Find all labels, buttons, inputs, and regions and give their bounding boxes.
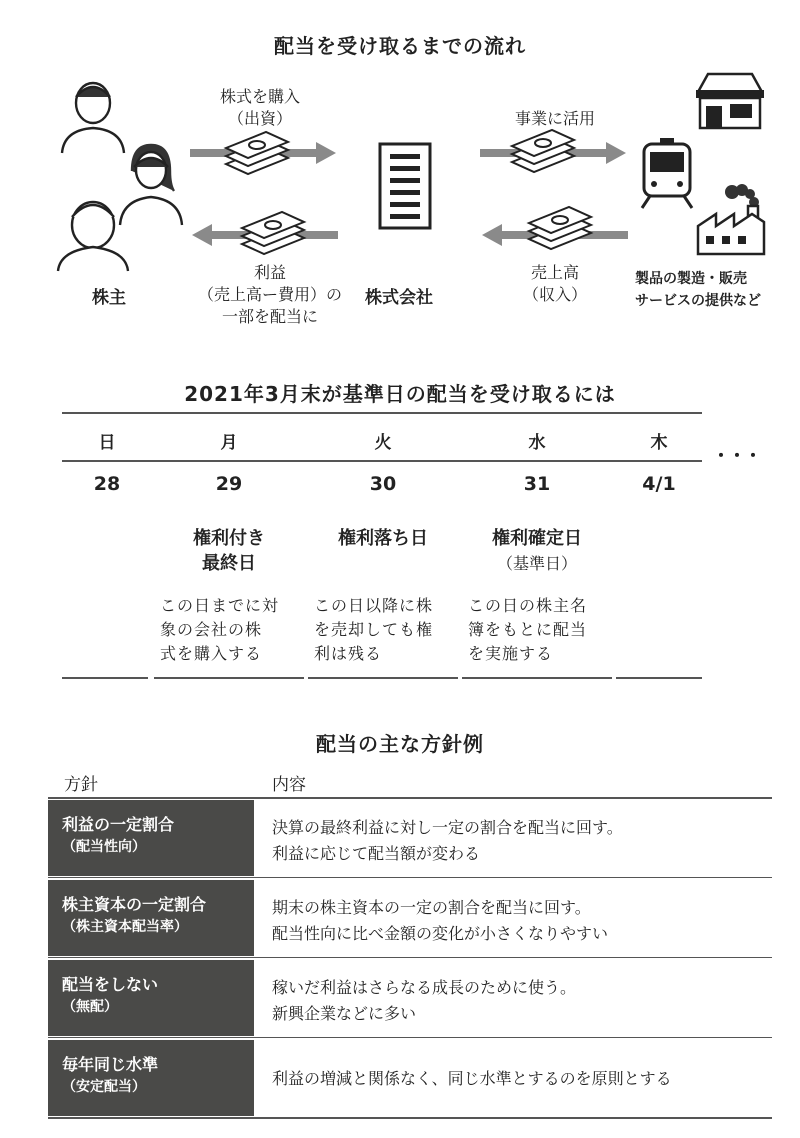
table-top-rule	[48, 797, 772, 799]
event-name-last-rights-day: 権利付き 最終日	[193, 528, 265, 574]
money-stack-icon	[525, 205, 595, 253]
policy-name-cell: 株主資本の一定割合 （株主資本配当率）	[48, 880, 254, 956]
use-label: 事業に活用	[514, 109, 595, 128]
policy-content-cell: 稼いだ利益はさらなる成長のために使う。 新興企業などに多い	[272, 978, 577, 1023]
day-header: 火	[374, 433, 392, 453]
event-desc: この日までに対 象の会社の株 式を購入する	[160, 596, 280, 663]
day-header: 水	[528, 433, 546, 453]
dividend-label: 利益 （売上高ー費用）の 一部を配当に	[197, 263, 342, 326]
money-stack-icon	[222, 130, 292, 178]
policy-title: 配当の主な方針例	[316, 732, 484, 756]
products-label: 製品の製造・販売 サービスの提供など	[635, 271, 761, 309]
calendar-bottom-rule	[616, 677, 702, 679]
flow-title: 配当を受け取るまでの流れ	[274, 34, 526, 58]
calendar-bottom-rule	[308, 677, 458, 679]
row-divider	[48, 957, 772, 958]
row-divider	[48, 1037, 772, 1038]
event-name-record-day: 権利確定日 （基準日）	[492, 528, 582, 573]
event-desc: この日の株主名 簿をもとに配当 を実施する	[468, 596, 588, 663]
shareholders-icon	[50, 75, 190, 275]
day-header: 日	[98, 433, 116, 453]
company-label: 株式会社	[365, 288, 433, 308]
date-cell: 31	[523, 473, 551, 495]
date-cell: 30	[369, 473, 397, 495]
shareholders-label: 株主	[92, 288, 126, 308]
date-cell: 4/1	[642, 473, 676, 495]
row-divider	[48, 877, 772, 878]
content-col-header: 内容	[272, 775, 306, 795]
train-icon	[638, 136, 696, 210]
calendar-mid-rule	[62, 460, 702, 462]
policy-content-cell: 利益の増減と関係なく、同じ水準とするのを原則とする	[272, 1069, 672, 1088]
event-desc: この日以降に株 を売却しても権 利は残る	[314, 596, 434, 663]
calendar-bottom-rule	[154, 677, 304, 679]
policy-name-cell: 配当をしない （無配）	[48, 960, 254, 1036]
revenue-label: 売上高 （収入）	[522, 263, 587, 304]
factory-icon	[692, 182, 772, 258]
table-bottom-rule	[48, 1117, 772, 1119]
policy-content-cell: 決算の最終利益に対し一定の割合を配当に回す。 利益に応じて配当額が変わる	[272, 818, 623, 863]
policy-col-header: 方針	[64, 775, 98, 795]
date-cell: 29	[215, 473, 243, 495]
date-cell: 28	[93, 473, 121, 495]
calendar-top-rule	[62, 412, 702, 414]
day-header: 月	[220, 433, 238, 453]
money-stack-icon	[508, 128, 578, 176]
money-stack-icon	[238, 210, 308, 258]
calendar-bottom-rule	[62, 677, 148, 679]
policy-name-cell: 利益の一定割合 （配当性向）	[48, 800, 254, 876]
shop-icon	[690, 70, 770, 132]
policy-content-cell: 期末の株主資本の一定の割合を配当に回す。 配当性向に比べ金額の変化が小さくなりやすい	[272, 898, 609, 943]
ellipsis-text: ・・・	[712, 446, 760, 467]
office-building-icon	[370, 140, 440, 232]
calendar-title: 2021年3月末が基準日の配当を受け取るには	[184, 382, 616, 406]
buy-label: 株式を購入 （出資）	[219, 87, 300, 128]
day-header: 木	[650, 433, 668, 453]
calendar-bottom-rule	[462, 677, 612, 679]
policy-name-cell: 毎年同じ水準 （安定配当）	[48, 1040, 254, 1116]
event-name-ex-rights-day: 権利落ち日	[338, 528, 428, 549]
